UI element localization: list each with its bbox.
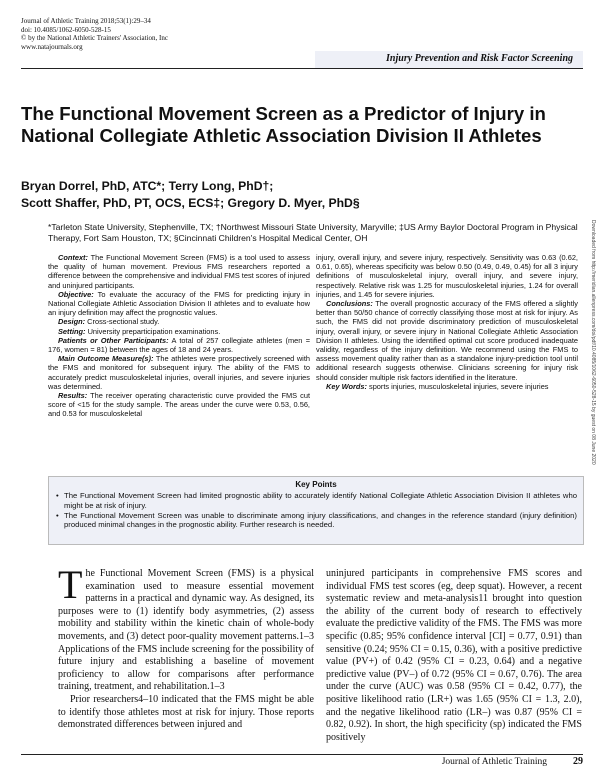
- citation-line: Journal of Athletic Training 2018;53(1):29–34: [21, 17, 151, 25]
- key-points-list: [55, 491, 577, 530]
- abstract-left-column: [48, 253, 310, 419]
- footer-journal-name: Journal of Athletic Training: [441, 757, 547, 767]
- abstract-outcome-measures: Main Outcome Measure(s): The athletes were prospectively screened with the FMS and monitored for subsequent injury. The ability of the FMS to accurately predict musculoskeletal injuries, overall injuries, and severe injuries was determined.: [48, 354, 310, 391]
- abstract-design: Design: Cross-sectional study.: [58, 317, 160, 327]
- article-title: The Functional Movement Screen as a Predictor of Injury in National Collegiate Athletic Association Division II Athletes: [21, 103, 546, 146]
- body-right-column: [326, 568, 582, 744]
- section-label: Injury Prevention and Risk Factor Screening: [386, 53, 573, 64]
- header-divider: [21, 68, 583, 69]
- page-footer: [21, 754, 583, 770]
- body-left-column: [58, 562, 314, 732]
- abstract-participants: Patients or Other Participants: A total of 257 collegiate athletes (men = 176, women = 81) between the ages of 18 and 24 years.: [48, 335, 311, 355]
- abstract-results-continued: injury, overall injury, and severe injury, respectively. Sensitivity was 0.63 (0.62, 0.61, 0.65), whereas specificity was below 0.50 (0.49, 0.49, 0.45) for all 3 injury definitions of musculoskeletal injury, overall injury, and severe injury, respectively. Relative risk was 1.25 for musculoskeletal injuries, 1.24 for overall injuries, and 1.45 for severe injuries.: [316, 253, 578, 299]
- page-number: 29: [573, 756, 583, 767]
- author-line-2: Scott Shaffer, PhD, PT, OCS, ECS‡; Gregory D. Myer, PhD§: [21, 196, 360, 210]
- bullet-icon: •: [56, 491, 59, 500]
- key-points-title: Key Points: [295, 480, 337, 489]
- intro-paragraph-2-continued: uninjured participants in comprehensive FMS scores and individual FMS test scores (eg, deep squat). However, a recent systematic review and meta-analysis11 brought into question the ability of the current body of research to effectively evaluate the predictive validity of the FMS. The FMS was more specific (0.85; 95% confidence interval [CI] = 0.77, 0.91) than sensitive (0.24; 95% CI = 0.15, 0.36), with a positive predictive value (PV+) of 0.42 (95% CI = 0.23, 0.64) and a negative predictive value (PV–) of 0.72 (95% CI = 0.67, 0.76). The area under the curve (AUC) was 0.58 (95% CI = 0.42, 0.77), the positive likelihood ratio (LR+) was 1.65 (95% CI = 1.3, 2.0), and the negative likelihood ratio (LR–) was 0.87 (95% CI = 0.82, 0.92). In short, the high specificity (sp) indicated the FMS positively: [326, 568, 582, 743]
- abstract-conclusions: Conclusions: The overall prognostic accuracy of the FMS offered a slightly better than 50/50 chance of correctly classifying those most at risk for injury. As such, the FMS did not provide discriminatory prediction of musculoskeletal injury, overall injury, or severe injury in National Collegiate Athletic Association Division II athletes. Using the identified optimal cut score produced inadequate validity, regardless of the injury definition. We recommend using the FMS to assess movement quality rather than as a standalone injury-prediction tool until additional research suggests otherwise. Clinicians screening for injury risk should consider multiple risk factors identified in the literature.: [316, 299, 578, 382]
- doi-line: doi: 10.4085/1062-6050-528-15: [21, 25, 111, 34]
- download-watermark: Downloaded from http://meridian.allenpress.com/doi/pdf/10.4085/1062-6050-528-15 by guest on 08 June 2020: [590, 220, 596, 465]
- journal-url[interactable]: www.natajournals.org: [21, 42, 83, 51]
- abstract-setting: Setting: University preparticipation examinations.: [58, 326, 221, 336]
- footer-divider: [21, 754, 583, 755]
- key-point-item: • The Functional Movement Screen had limited prognostic ability to accurately identify National Collegiate Athletic Association Division II athletes who might be at risk of injury.: [56, 491, 577, 510]
- intro-paragraph-2: Prior researchers4–10 indicated that the FMS might be able to identify those athletes most at risk for injury. Those reports demonstrated differences between injured and: [58, 693, 314, 731]
- abstract-keywords: Key Words: sports injuries, musculoskeletal injuries, severe injuries: [326, 381, 549, 391]
- drop-cap: T: [58, 562, 83, 607]
- key-points-box: [48, 476, 584, 545]
- abstract-context: Context: The Functional Movement Screen (FMS) is a tool used to assess the quality of human movement. Previous FMS researchers reported a difference between the comprehensive and individual FMS test scores of injured and uninjured participants.: [48, 253, 310, 290]
- abstract-right-column: [316, 253, 578, 391]
- affiliations: *Tarleton State University, Stephenville, TX; †Northwest Missouri State University, Maryville; ‡US Army Baylor Doctoral Program in Physical Therapy, Fort Sam Houston, TX; §Cincinnati Children's Hospital Medical Center, OH: [48, 222, 578, 243]
- section-header-bar: [315, 51, 583, 69]
- abstract-results: Results: The receiver operating characteristic curve provided the FMS cut score of <15 for the study sample. The areas under the curve were 0.53, 0.56, and 0.53 for musculoskeletal: [48, 391, 310, 419]
- author-list: [21, 178, 581, 212]
- bullet-icon: •: [56, 510, 59, 520]
- journal-metadata: [21, 17, 331, 51]
- abstract-objective: Objective: To evaluate the accuracy of the FMS for predicting injury in National Collegiate Athletic Association Division II athletes and to evaluate how an injury definition may affect the prognostic values.: [48, 289, 311, 318]
- copyright-line: © by the National Athletic Trainers' Association, Inc: [21, 34, 168, 43]
- intro-paragraph-1: The Functional Movement Screen (FMS) is a physical examination used to measure essential movement patterns in a practical and dynamic way. As designed, its purposes were to (1) identify body asymmetries, (2) assess mobility and stability within the kinetic chain of whole-body movements, and (3) detect poor-quality movement patterns.1–3 Applications of the FMS include screening for the possibility of future injury and establishing a baseline of movement proficiency to allow for comparisons after performance training, treatment, and rehabilitation.1–3: [58, 562, 314, 693]
- author-line-1: Bryan Dorrel, PhD, ATC*; Terry Long, PhD†;: [21, 179, 274, 193]
- key-point-item: • The Functional Movement Screen was unable to discriminate among injury classifications, and changes in the reference standard (injury definition) produced minimal changes in the prognostic ability. Further research is needed.: [56, 510, 577, 530]
